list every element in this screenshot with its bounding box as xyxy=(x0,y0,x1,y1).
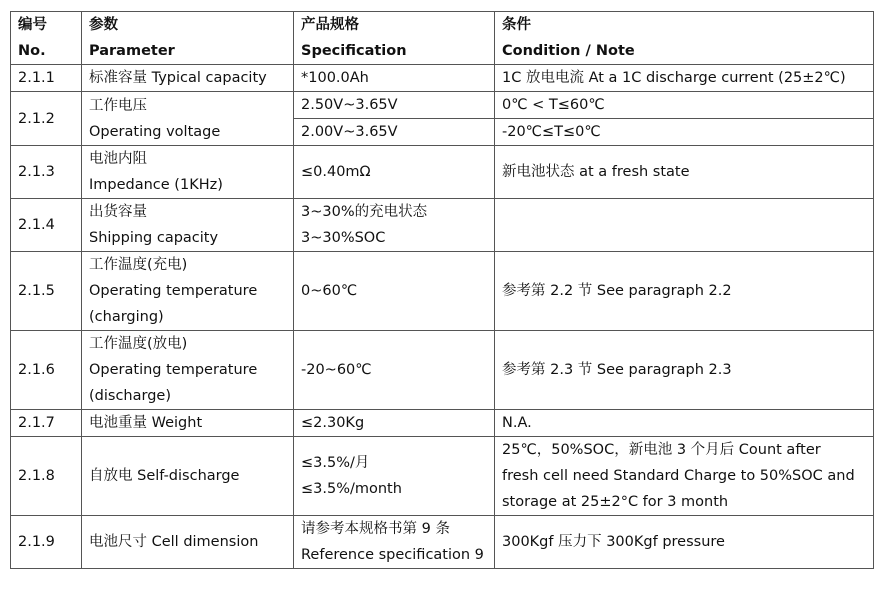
table-row xyxy=(11,437,874,516)
cell-parameter xyxy=(82,331,294,410)
condition-line: -20℃≤T≤0℃ xyxy=(502,124,601,140)
table-row xyxy=(11,410,874,437)
condition-line: 1C 放电电流 At a 1C discharge current (25±2℃) xyxy=(502,70,846,86)
cell-no: 2.1.4 xyxy=(11,199,82,252)
parameter-line: (charging) xyxy=(89,309,164,325)
cell-parameter xyxy=(82,199,294,252)
header-no-zh: 编号 xyxy=(18,17,47,33)
cell-specification xyxy=(294,252,495,331)
header-parameter xyxy=(82,12,294,65)
parameter-line: (discharge) xyxy=(89,388,171,404)
cell-parameter xyxy=(82,252,294,331)
specification-line: 2.00V~3.65V xyxy=(301,124,398,140)
parameter-line: 电池内阻 xyxy=(89,151,147,167)
header-parameter-en: Parameter xyxy=(89,43,175,59)
specification-line: *100.0Ah xyxy=(301,70,369,86)
cell-parameter xyxy=(82,516,294,569)
header-no xyxy=(11,12,82,65)
cell-condition xyxy=(495,65,874,92)
cell-no: 2.1.6 xyxy=(11,331,82,410)
cell-parameter xyxy=(82,65,294,92)
header-specification xyxy=(294,12,495,65)
cell-parameter xyxy=(82,92,294,146)
parameter-line: 电池尺寸 Cell dimension xyxy=(89,534,259,550)
cell-specification xyxy=(294,65,495,92)
parameter-line: Operating voltage xyxy=(89,123,221,140)
cell-no: 2.1.2 xyxy=(11,92,82,146)
cell-condition xyxy=(495,516,874,569)
table-row xyxy=(11,146,874,199)
cell-specification xyxy=(294,119,495,146)
cell-specification xyxy=(294,410,495,437)
cell-condition xyxy=(495,437,874,516)
specification-line: 请参考本规格书第 9 条 xyxy=(301,521,450,537)
parameter-line: 工作温度(充电) xyxy=(89,257,188,273)
table-header-row xyxy=(11,12,874,65)
cell-condition xyxy=(495,410,874,437)
specification-line: ≤0.40mΩ xyxy=(301,164,371,180)
specification-line: ≤2.30Kg xyxy=(301,415,365,431)
specification-line: 3~30%的充电状态 xyxy=(301,204,428,220)
table-row xyxy=(11,252,874,331)
specification-line: Reference specification 9 xyxy=(301,547,484,563)
table-row xyxy=(11,92,874,119)
cell-no: 2.1.3 xyxy=(11,146,82,199)
table-row xyxy=(11,516,874,569)
specification-line: ≤3.5%/month xyxy=(301,481,402,497)
cell-no: 2.1.5 xyxy=(11,252,82,331)
cell-condition xyxy=(495,331,874,410)
cell-no: 2.1.7 xyxy=(11,410,82,437)
cell-specification xyxy=(294,331,495,410)
cell-no: 2.1.1 xyxy=(11,65,82,92)
cell-no: 2.1.8 xyxy=(11,437,82,516)
table-row xyxy=(11,331,874,410)
header-condition-zh: 条件 xyxy=(502,17,531,33)
specification-line: ≤3.5%/月 xyxy=(301,455,370,471)
condition-line: storage at 25±2°C for 3 month xyxy=(502,494,729,510)
parameter-line: 电池重量 Weight xyxy=(89,415,203,431)
parameter-line: 工作电压 xyxy=(89,97,147,114)
cell-condition xyxy=(495,199,874,252)
specification-line: 0~60℃ xyxy=(301,283,358,299)
parameter-line: Impedance (1KHz) xyxy=(89,177,223,193)
header-specification-en: Specification xyxy=(301,43,407,59)
specification-line: -20~60℃ xyxy=(301,362,372,378)
table-row xyxy=(11,65,874,92)
condition-line: 0℃ < T≤60℃ xyxy=(502,97,605,113)
cell-condition xyxy=(495,92,874,119)
cell-condition xyxy=(495,146,874,199)
cell-condition xyxy=(495,252,874,331)
cell-specification xyxy=(294,516,495,569)
condition-line: 300Kgf 压力下 300Kgf pressure xyxy=(502,534,725,550)
specification-line: 2.50V~3.65V xyxy=(301,97,398,113)
header-condition xyxy=(495,12,874,65)
cell-no: 2.1.9 xyxy=(11,516,82,569)
condition-line: N.A. xyxy=(502,415,532,431)
parameter-line: 标准容量 Typical capacity xyxy=(89,70,267,86)
condition-line: 新电池状态 at a fresh state xyxy=(502,164,690,180)
condition-line: 参考第 2.2 节 See paragraph 2.2 xyxy=(502,283,732,299)
cell-specification xyxy=(294,199,495,252)
parameter-line: Shipping capacity xyxy=(89,230,219,246)
cell-specification xyxy=(294,146,495,199)
condition-line: 25℃，50%SOC，新电池 3 个月后 Count after xyxy=(502,442,821,458)
specification-table xyxy=(10,11,874,569)
header-condition-en: Condition / Note xyxy=(502,43,635,59)
condition-line: fresh cell need Standard Charge to 50%SOC and xyxy=(502,468,855,484)
cell-parameter xyxy=(82,437,294,516)
header-specification-zh: 产品规格 xyxy=(301,17,359,33)
specification-line: 3~30%SOC xyxy=(301,230,386,246)
cell-parameter xyxy=(82,146,294,199)
header-no-en: No. xyxy=(18,43,46,59)
parameter-line: 出货容量 xyxy=(89,204,147,220)
parameter-line: 工作温度(放电) xyxy=(89,336,188,352)
header-parameter-zh: 参数 xyxy=(89,17,118,33)
parameter-line: Operating temperature xyxy=(89,283,258,299)
parameter-line: Operating temperature xyxy=(89,362,258,378)
cell-condition xyxy=(495,119,874,146)
table-row xyxy=(11,199,874,252)
condition-line: 参考第 2.3 节 See paragraph 2.3 xyxy=(502,362,732,378)
cell-parameter xyxy=(82,410,294,437)
cell-specification xyxy=(294,437,495,516)
parameter-line: 自放电 Self-discharge xyxy=(89,468,240,484)
cell-specification xyxy=(294,92,495,119)
